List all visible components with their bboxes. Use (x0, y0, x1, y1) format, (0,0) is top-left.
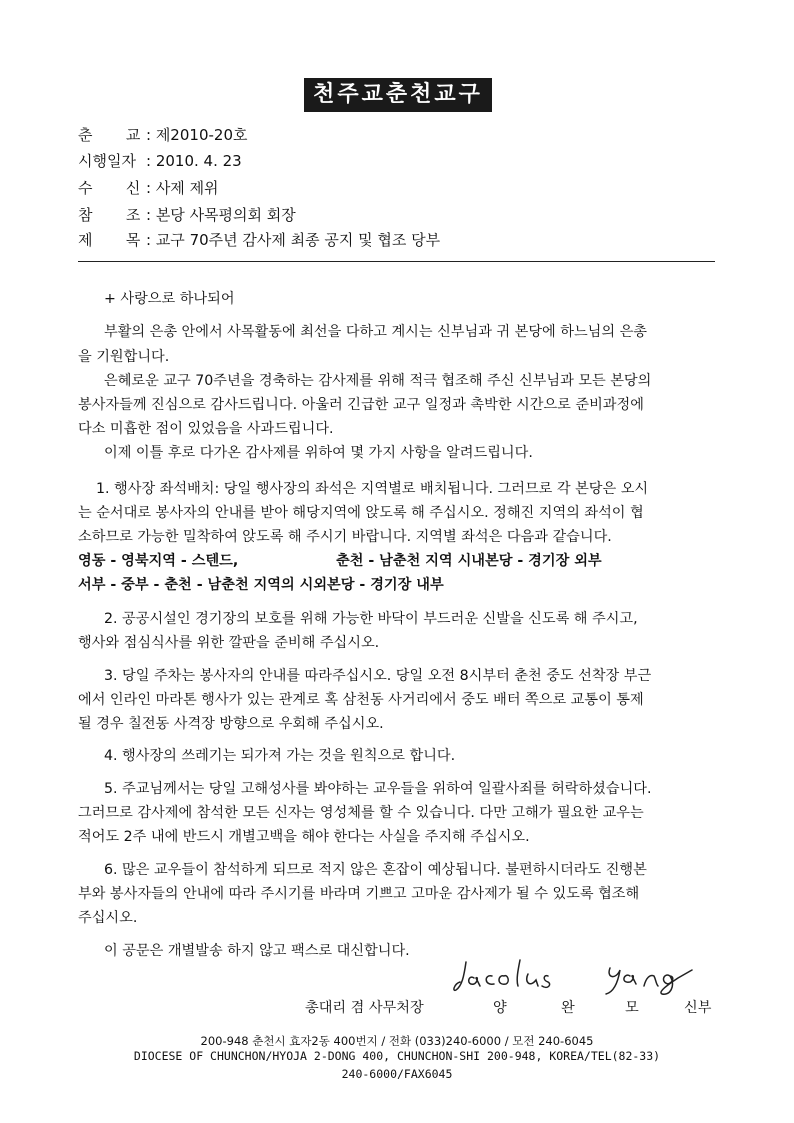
item-6-line: 부와 봉사자들의 안내에 따라 주시기를 바라며 기쁘고 고마운 감사제가 될 수 있도록 협조해 (78, 886, 640, 902)
seating-yeongdong: 영동 - 영북지역 - 스텐드, (78, 553, 239, 569)
signer-name-3: 모 (625, 1000, 639, 1016)
item-1-line: 1. 행사장 좌석배치: 당일 행사장의 좌석은 지역별로 배치됩니다. 그러므로 각 본당은 오시 (96, 481, 649, 497)
footer-address-korean: 200-948 춘천시 효자2동 400번지 / 전화 (033)240-6000 / 모전 240-6045 (200, 1034, 594, 1048)
intro-line: 은혜로운 교구 70주년을 경축하는 감사제를 위해 적극 협조해 주신 신부님과 모든 본당의 (104, 373, 652, 389)
header-divider (78, 261, 715, 262)
intro-line: 부활의 은총 안에서 사목활동에 최선을 다하고 계시는 신부님과 귀 본당에 하느님의 은총 (104, 324, 647, 340)
closing-note: 이 공문은 개별발송 하지 않고 팩스로 대신합니다. (104, 943, 410, 959)
item-3-line: 에서 인라인 마라톤 행사가 있는 관계로 혹 삼천동 사거리에서 중도 배터 쪽으로 교통이 통제 (78, 692, 644, 708)
item-1-line: 는 순서대로 봉사자의 안내를 받아 해당지역에 앉도록 해 주십시오. 정해진 지역의 좌석이 협 (78, 505, 644, 521)
greeting: + 사랑으로 하나되어 (104, 291, 235, 307)
item-5-line: 5. 주교님께서는 당일 고해성사를 봐야하는 교우들을 위하여 일괄사죄를 허락하셨습니다. (104, 781, 652, 797)
subject-row (78, 229, 440, 250)
signer-title: 총대리 겸 사무처장 (305, 1000, 424, 1016)
reference-value: : 본당 사목평의회 회장 (146, 206, 296, 224)
footer-fax: 240-6000/FAX6045 (341, 1067, 453, 1081)
reference-label: 참 조 (78, 206, 141, 224)
intro-line: 을 기원합니다. (78, 349, 170, 365)
seating-outer-regions: 서부 - 중부 - 춘천 - 남춘천 지역의 시외본당 - 경기장 내부 (78, 577, 444, 593)
item-3-line: 될 경우 칠전동 사격장 방향으로 우회해 주십시오. (78, 716, 384, 732)
signer-suffix: 신부 (684, 1000, 712, 1016)
diocese-logo: 천주교춘천교구 (304, 78, 492, 112)
recipient-label: 수 신 (78, 179, 141, 197)
recipient-value: : 사제 제위 (146, 179, 219, 197)
subject-label: 제 목 (78, 231, 141, 249)
doc-number-label: 춘 교 (78, 126, 141, 144)
signer-name-2: 완 (561, 1000, 575, 1016)
reference-row (78, 204, 296, 225)
item-6-line: 6. 많은 교우들이 참석하게 되므로 적지 않은 혼잡이 예상됩니다. 불편하시더라도 진행본 (104, 862, 647, 878)
intro-line: 이제 이틀 후로 다가온 감사제를 위하여 몇 가지 사항을 알려드립니다. (104, 445, 533, 461)
item-1-line: 소하므로 가능한 밀착하여 앉도록 해 주시기 바랍니다. 지역별 좌석은 다음과 같습니다. (78, 529, 612, 545)
doc-number-value: : 제2010-20호 (146, 126, 248, 144)
footer-address-english: DIOCESE OF CHUNCHON/HYOJA 2-DONG 400, CHUNCHON-SHI 200-948, KOREA/TEL(82-33) (133, 1049, 661, 1063)
seating-chuncheon-city: 춘천 - 남춘천 지역 시내본당 - 경기장 외부 (336, 553, 602, 569)
item-2-line: 2. 공공시설인 경기장의 보호를 위해 가능한 바닥이 부드러운 신발을 신도록 해 주시고, (104, 611, 638, 627)
subject-value: : 교구 70주년 감사제 최종 공지 및 협조 당부 (146, 231, 441, 249)
recipient-row (78, 177, 219, 198)
item-6-line: 주십시오. (78, 910, 138, 926)
item-4-line: 4. 행사장의 쓰레기는 되가져 가는 것을 원칙으로 합니다. (104, 748, 456, 764)
intro-line: 다소 미흡한 점이 있었음을 사과드립니다. (78, 421, 334, 437)
item-5-line: 그러므로 감사제에 참석한 모든 신자는 영성체를 할 수 있습니다. 다만 고해가 필요한 교우는 (78, 805, 644, 821)
item-5-line: 적어도 2주 내에 반드시 개별고백을 해야 한다는 사실을 주지해 주십시오. (78, 829, 530, 845)
intro-line: 봉사자들께 진심으로 감사드립니다. 아울러 긴급한 교구 일정과 촉박한 시간으로 준비과정에 (78, 397, 644, 413)
item-2-line: 행사와 점심식사를 위한 깔판을 준비해 주십시오. (78, 635, 380, 651)
doc-number-row (78, 124, 247, 145)
date-value: : 2010. 4. 23 (146, 152, 242, 170)
item-3-line: 3. 당일 주차는 봉사자의 안내를 따라주십시오. 당일 오전 8시부터 춘천 중도 선착장 부근 (104, 668, 652, 684)
date-row (78, 150, 242, 171)
date-label: 시행일자 (78, 152, 136, 170)
handwritten-signature (452, 956, 722, 996)
signer-name-1: 양 (493, 1000, 507, 1016)
